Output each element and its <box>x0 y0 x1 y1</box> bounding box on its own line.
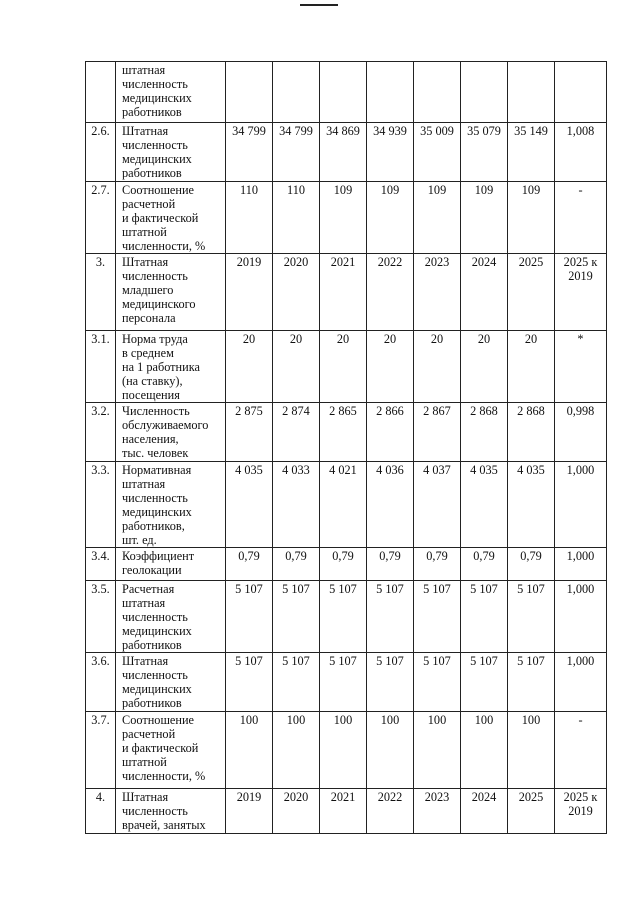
ratio-cell: 0,998 <box>555 403 607 462</box>
year-value-cell: 2 868 <box>461 403 508 462</box>
year-value-cell: 2019 <box>226 254 273 331</box>
ratio-cell: 1,008 <box>555 123 607 182</box>
year-value-cell: 20 <box>508 331 555 403</box>
year-value-cell: 5 107 <box>414 581 461 653</box>
table-row <box>86 123 607 182</box>
year-value-cell: 2023 <box>414 254 461 331</box>
year-value-cell: 2023 <box>414 789 461 834</box>
year-value-cell: 2025 <box>508 789 555 834</box>
year-value-cell <box>320 62 367 123</box>
year-value-cell: 20 <box>320 331 367 403</box>
row-number: 3.4. <box>86 548 116 581</box>
year-value-cell: 0,79 <box>461 548 508 581</box>
page-top-dash <box>300 4 338 6</box>
row-number: 3.3. <box>86 462 116 548</box>
indicator-label: Нормативная штатная численность медицинских работников, шт. ед. <box>116 462 226 548</box>
table-row <box>86 712 607 789</box>
row-number: 3.6. <box>86 653 116 712</box>
table-row <box>86 653 607 712</box>
row-number: 3. <box>86 254 116 331</box>
year-value-cell <box>226 62 273 123</box>
year-value-cell: 0,79 <box>367 548 414 581</box>
year-value-cell: 100 <box>367 712 414 789</box>
year-value-cell: 2 866 <box>367 403 414 462</box>
table-row <box>86 254 607 331</box>
row-number: 3.7. <box>86 712 116 789</box>
year-value-cell: 5 107 <box>367 653 414 712</box>
row-number: 4. <box>86 789 116 834</box>
year-value-cell: 2024 <box>461 789 508 834</box>
year-value-cell: 0,79 <box>226 548 273 581</box>
year-value-cell: 5 107 <box>273 581 320 653</box>
indicator-label: Соотношение расчетной и фактической штатной численности, % <box>116 712 226 789</box>
year-value-cell: 5 107 <box>461 653 508 712</box>
year-value-cell: 34 939 <box>367 123 414 182</box>
row-number: 3.5. <box>86 581 116 653</box>
year-value-cell: 5 107 <box>367 581 414 653</box>
year-value-cell: 4 035 <box>461 462 508 548</box>
year-value-cell: 2025 <box>508 254 555 331</box>
year-value-cell: 34 799 <box>226 123 273 182</box>
ratio-cell: 1,000 <box>555 548 607 581</box>
row-number: 3.2. <box>86 403 116 462</box>
year-value-cell <box>414 62 461 123</box>
indicator-label: Штатная численность медицинских работников <box>116 123 226 182</box>
year-value-cell: 2022 <box>367 254 414 331</box>
year-value-cell: 35 149 <box>508 123 555 182</box>
year-value-cell: 35 079 <box>461 123 508 182</box>
year-value-cell: 2022 <box>367 789 414 834</box>
table-row <box>86 789 607 834</box>
indicator-label: Штатная численность врачей, занятых <box>116 789 226 834</box>
year-value-cell: 35 009 <box>414 123 461 182</box>
year-value-cell: 2 868 <box>508 403 555 462</box>
year-value-cell: 100 <box>508 712 555 789</box>
year-value-cell: 2 865 <box>320 403 367 462</box>
year-value-cell: 4 035 <box>508 462 555 548</box>
year-value-cell: 100 <box>414 712 461 789</box>
year-value-cell: 20 <box>461 331 508 403</box>
year-value-cell: 5 107 <box>461 581 508 653</box>
indicator-label: Расчетная штатная численность медицинских работников <box>116 581 226 653</box>
year-value-cell: 34 799 <box>273 123 320 182</box>
year-value-cell: 2021 <box>320 789 367 834</box>
indicator-label: Численность обслуживаемого населения, тыс. человек <box>116 403 226 462</box>
year-value-cell: 20 <box>414 331 461 403</box>
year-value-cell <box>508 62 555 123</box>
year-value-cell: 5 107 <box>508 581 555 653</box>
year-value-cell: 5 107 <box>320 653 367 712</box>
year-value-cell <box>461 62 508 123</box>
year-value-cell: 0,79 <box>414 548 461 581</box>
year-value-cell: 0,79 <box>320 548 367 581</box>
ratio-cell <box>555 62 607 123</box>
table-row <box>86 581 607 653</box>
row-number: 2.7. <box>86 182 116 254</box>
year-value-cell: 34 869 <box>320 123 367 182</box>
year-value-cell: 2021 <box>320 254 367 331</box>
year-value-cell: 2 875 <box>226 403 273 462</box>
year-value-cell: 109 <box>508 182 555 254</box>
year-value-cell: 2 874 <box>273 403 320 462</box>
year-value-cell: 2020 <box>273 254 320 331</box>
year-value-cell: 100 <box>461 712 508 789</box>
year-value-cell: 4 036 <box>367 462 414 548</box>
indicator-label: Соотношение расчетной и фактической штатной численности, % <box>116 182 226 254</box>
ratio-cell: 1,000 <box>555 462 607 548</box>
table-row <box>86 62 607 123</box>
year-value-cell: 0,79 <box>273 548 320 581</box>
ratio-cell: 2025 к 2019 <box>555 254 607 331</box>
year-value-cell: 100 <box>320 712 367 789</box>
year-value-cell: 100 <box>226 712 273 789</box>
indicator-label: Норма труда в среднем на 1 работника (на ставку), посещения <box>116 331 226 403</box>
year-value-cell: 4 021 <box>320 462 367 548</box>
year-value-cell: 5 107 <box>226 653 273 712</box>
year-value-cell: 109 <box>414 182 461 254</box>
row-number: 2.6. <box>86 123 116 182</box>
table-row <box>86 331 607 403</box>
year-value-cell: 110 <box>273 182 320 254</box>
indicator-label: Штатная численность младшего медицинского персонала <box>116 254 226 331</box>
ratio-cell: - <box>555 712 607 789</box>
table-row <box>86 462 607 548</box>
indicator-label: Штатная численность медицинских работников <box>116 653 226 712</box>
year-value-cell: 20 <box>273 331 320 403</box>
year-value-cell: 4 037 <box>414 462 461 548</box>
table-row <box>86 403 607 462</box>
year-value-cell: 5 107 <box>508 653 555 712</box>
year-value-cell: 0,79 <box>508 548 555 581</box>
indicator-label: штатная численность медицинских работников <box>116 62 226 123</box>
ratio-cell: 1,000 <box>555 653 607 712</box>
year-value-cell <box>273 62 320 123</box>
indicator-label: Коэффициент геолокации <box>116 548 226 581</box>
year-value-cell: 2020 <box>273 789 320 834</box>
year-value-cell: 20 <box>226 331 273 403</box>
year-value-cell <box>367 62 414 123</box>
year-value-cell: 5 107 <box>226 581 273 653</box>
year-value-cell: 4 033 <box>273 462 320 548</box>
table-row <box>86 182 607 254</box>
year-value-cell: 100 <box>273 712 320 789</box>
year-value-cell: 5 107 <box>320 581 367 653</box>
year-value-cell: 2024 <box>461 254 508 331</box>
year-value-cell: 2019 <box>226 789 273 834</box>
ratio-cell: * <box>555 331 607 403</box>
row-number: 3.1. <box>86 331 116 403</box>
year-value-cell: 5 107 <box>273 653 320 712</box>
year-value-cell: 110 <box>226 182 273 254</box>
staffing-table <box>85 61 607 834</box>
row-number <box>86 62 116 123</box>
year-value-cell: 2 867 <box>414 403 461 462</box>
table-body <box>86 62 607 834</box>
year-value-cell: 5 107 <box>414 653 461 712</box>
ratio-cell: 1,000 <box>555 581 607 653</box>
table-row <box>86 548 607 581</box>
year-value-cell: 20 <box>367 331 414 403</box>
year-value-cell: 109 <box>320 182 367 254</box>
year-value-cell: 109 <box>461 182 508 254</box>
year-value-cell: 109 <box>367 182 414 254</box>
ratio-cell: - <box>555 182 607 254</box>
ratio-cell: 2025 к 2019 <box>555 789 607 834</box>
year-value-cell: 4 035 <box>226 462 273 548</box>
